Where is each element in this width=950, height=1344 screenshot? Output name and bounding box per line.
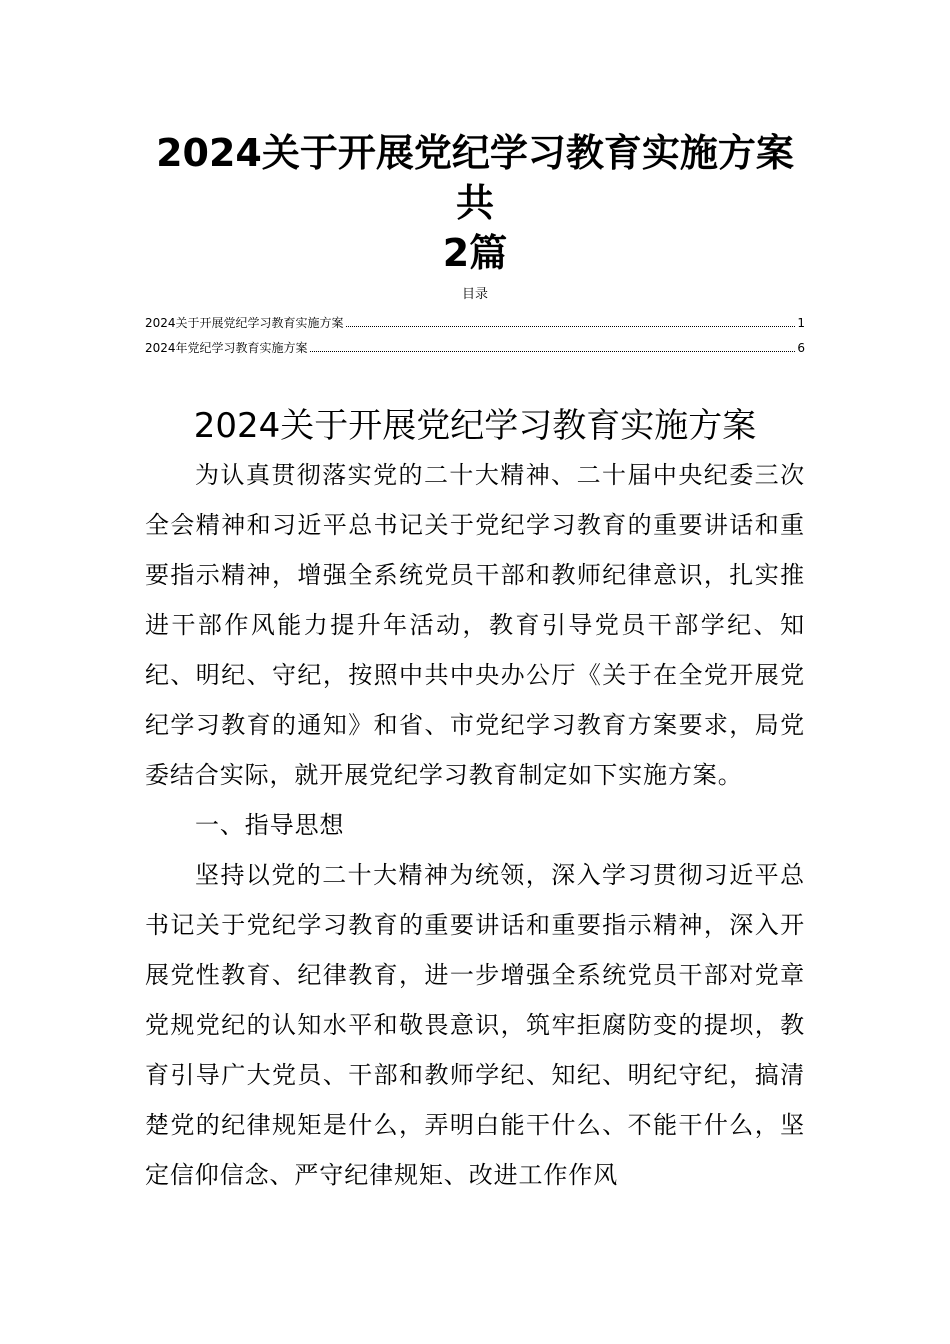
document-title-line-2: 2篇 [442,231,508,275]
toc-entry-page: 1 [797,316,805,330]
toc-entry-text: 2024关于开展党纪学习教育实施方案 [145,316,344,330]
toc-entry-page: 6 [797,341,805,355]
intro-paragraph: 为认真贯彻落实党的二十大精神、二十届中央纪委三次全会精神和习近平总书记关于党纪学习教育的重要讲话和重要指示精神，增强全系统党员干部和教师纪律意识，扎实推进干部作风能力提升年活动，教育引导党员干部学纪、知纪、明纪、守纪，按照中共中央办公厅《关于在全党开展党纪学习教育的通知》和省、市党纪学习教育方案要求，局党委结合实际，就开展党纪学习教育制定如下实施方案。 [145,461,805,789]
toc-leader-dots [346,325,796,327]
document-title [145,128,805,278]
table-of-contents [145,308,805,358]
section-heading-guiding-ideology: 一、指导思想 [195,811,345,839]
toc-heading: 目录 [461,287,488,302]
toc-entry-1[interactable] [145,308,805,333]
section-title: 2024关于开展党纪学习教育实施方案 [193,406,757,446]
toc-entry-2[interactable] [145,333,805,358]
toc-entry-text: 2024年党纪学习教育实施方案 [145,341,308,355]
document-title-line-1: 2024关于开展党纪学习教育实施方案共 [156,131,794,225]
toc-leader-dots [310,350,796,352]
guiding-ideology-paragraph: 坚持以党的二十大精神为统领，深入学习贯彻习近平总书记关于党纪学习教育的重要讲话和重要指示精神，深入开展党性教育、纪律教育，进一步增强全系统党员干部对党章党规党纪的认知水平和敬畏意识，筑牢拒腐防变的提坝，教育引导广大党员、干部和教师学纪、知纪、明纪守纪，搞清楚党的纪律规矩是什么，弄明白能干什么、不能干什么，坚定信仰信念、严守纪律规矩、改进工作作风 [145,861,805,1189]
